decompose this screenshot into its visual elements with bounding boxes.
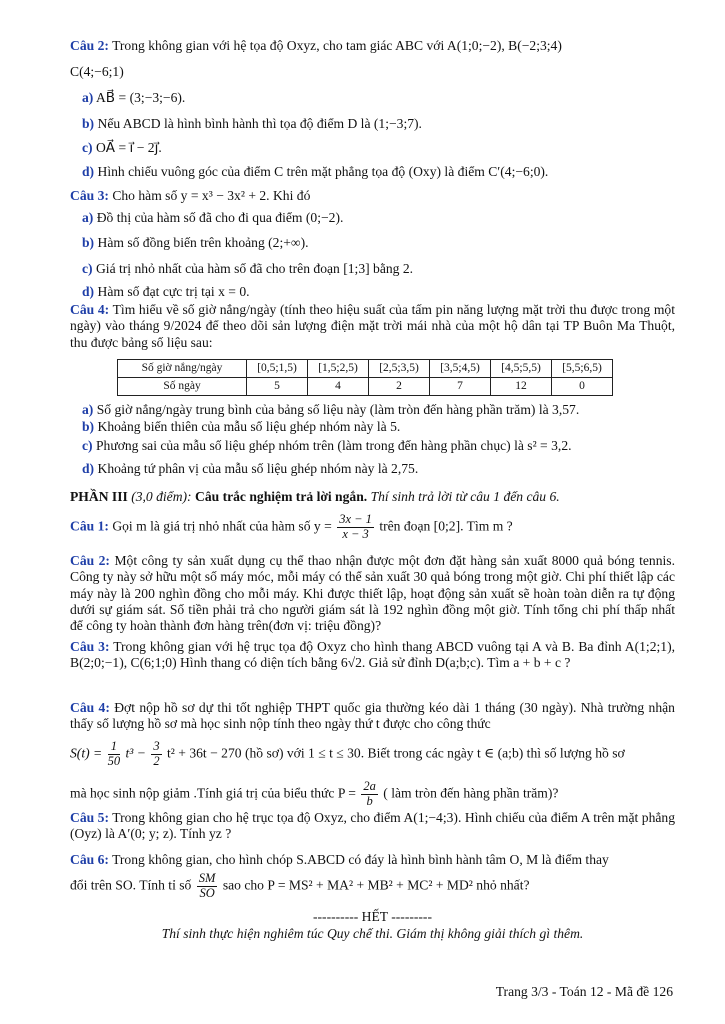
option-key: a) (82, 210, 94, 225)
fraction (151, 740, 161, 769)
question-text: mà học sinh nộp giảm .Tính giá trị của biểu thức P = (70, 785, 356, 801)
fraction (197, 872, 218, 901)
question-4 (70, 302, 675, 351)
fraction-numerator: 1 (108, 740, 121, 755)
question-text: Trong không gian, cho hình chóp S.ABCD có đáy là hình bình hành tâm O, M là điểm thay (112, 852, 609, 867)
q3-option-d (82, 284, 675, 300)
end-mark: ---------- HẾT --------- (313, 909, 432, 924)
question-text: Đợt nộp hồ sơ dự thi tốt nghiệp THPT quốc gia thường kéo dài 1 tháng (30 ngày). Nhà trường nhận thấy số lượng hồ sơ mà học sinh nộp tính theo ngày thứ t được cho công thức (70, 700, 675, 732)
formula-text: t³ − (125, 745, 146, 761)
q4-option-a (82, 402, 675, 418)
p3-question-3 (70, 639, 675, 672)
option-text: Đồ thị của hàm số đã cho đi qua điểm (0;−2). (96, 210, 344, 225)
question-label: Câu 5: (70, 810, 109, 825)
option-text: Nếu ABCD là hình bình hành thì tọa độ điểm D là (1;−3;7). (97, 116, 422, 131)
q4-option-b (82, 419, 675, 435)
question-2 (70, 38, 675, 54)
option-text: Khoảng tứ phân vị của mẫu số liệu ghép nhóm này là 2,75. (97, 461, 419, 476)
table-header-cell: Số ngày (118, 378, 247, 396)
option-text: Số giờ nắng/ngày trung bình của bảng số liệu này (làm tròn đến hàng phần trăm) là 3,57. (96, 402, 580, 417)
question-label: Câu 4: (70, 700, 110, 715)
sunshine-table (117, 359, 613, 396)
fraction (108, 740, 121, 769)
fraction (337, 513, 374, 542)
fraction-denominator: 50 (107, 753, 121, 768)
q3-option-a (82, 210, 675, 226)
table-row (118, 378, 613, 396)
p3-question-6-cont (70, 872, 675, 901)
p3-question-1 (70, 513, 675, 542)
fraction-numerator: 2a (363, 779, 376, 793)
fraction-denominator: SO (199, 885, 215, 900)
formula-text: t² + 36t − 270 (hồ sơ) với 1 ≤ t ≤ 30. Biết trong các ngày t ∈ (a;b) thì số lượng hồ sơ (167, 745, 625, 761)
option-text: Hàm số đồng biến trên khoảng (2;+∞). (97, 235, 309, 250)
p3-question-5 (70, 810, 675, 843)
question-label: Câu 2: (70, 38, 109, 53)
table-row (118, 360, 613, 378)
option-key: c) (82, 140, 93, 155)
question-stem-cont: C(4;−6;1) (70, 64, 124, 79)
option-key: b) (82, 235, 95, 250)
question-text: đổi trên SO. Tính tỉ số (70, 877, 192, 893)
table-cell: [1,5;2,5) (308, 360, 369, 378)
table-cell: [0,5;1,5) (247, 360, 308, 378)
part-instruction: Thí sinh trả lời từ câu 1 đến câu 6. (370, 489, 560, 504)
p3-question-4-cont (70, 780, 675, 809)
option-key: d) (82, 164, 95, 179)
option-key: b) (82, 419, 95, 434)
part-title: PHẦN III (70, 489, 128, 504)
question-label: Câu 3: (70, 188, 109, 203)
table-cell: 4 (308, 378, 369, 396)
fraction-numerator: 3x − 1 (339, 512, 372, 526)
option-text: Hàm số đạt cực trị tại x = 0. (97, 284, 250, 299)
q2-option-a (82, 90, 675, 106)
p3-question-2 (70, 553, 675, 635)
table-cell: [4,5;5,5) (491, 360, 552, 378)
question-text-cont: ( làm tròn đến hàng phần trăm)? (383, 785, 559, 801)
option-key: d) (82, 284, 95, 299)
question-2-stem-cont (70, 64, 675, 80)
question-text: Một công ty sản xuất dụng cụ thể thao nhận được một đơn đặt hàng sản xuất 8000 quả bóng tennis. Công ty này sở hữu một số máy móc, mỗi máy có thể sản xuất 30 quả bóng trong một giờ. Chi phí thiết lập các máy này là 200 nghìn đồng cho mỗi máy. Khi được thiết lập, hoạt động sản xuất sẽ hoàn toàn diễn ra tự động dưới sự giám sát. Số tiền phải trả cho người giám sát là 192 nghìn đồng một giờ. Tính tổng chi phí thấp nhất để công ty hoàn thành đơn hàng trên(đơn vị: triệu đồng)? (70, 553, 675, 634)
fraction-denominator: x − 3 (342, 526, 369, 541)
q3-option-b (82, 235, 675, 251)
question-text: Trong không gian cho hệ trục tọa độ Oxyz, cho điểm A(1;−4;3). Hình chiếu của điểm A trên mặt phẳng (Oyz) là A′(0; y; z). Tính yz ? (70, 810, 676, 842)
question-label: Câu 1: (70, 518, 109, 534)
formula-text: S(t) = (70, 745, 103, 761)
option-key: b) (82, 116, 95, 131)
table-cell: 5 (247, 378, 308, 396)
option-text: Hình chiếu vuông góc của điểm C trên mặt phẳng tọa độ (Oxy) là điểm C′(4;−6;0). (97, 164, 549, 179)
fraction (361, 780, 378, 809)
exam-note: Thí sinh thực hiện nghiêm túc Quy chế thi. Giám thị không giải thích gì thêm. (161, 926, 584, 941)
p3-question-4 (70, 700, 675, 733)
question-stem: Cho hàm số y = x³ − 3x² + 2. Khi đó (112, 188, 311, 203)
option-key: c) (82, 261, 93, 276)
part-3-heading (70, 489, 675, 505)
table-header-cell: Số giờ nắng/ngày (118, 360, 247, 378)
page-footer: Trang 3/3 - Toán 12 - Mã đề 126 (495, 984, 673, 999)
option-key: a) (82, 402, 94, 417)
q4-option-c (82, 438, 675, 454)
table-cell: [3,5;4,5) (430, 360, 491, 378)
question-label: Câu 6: (70, 852, 109, 867)
table-cell: [5,5;6,5) (552, 360, 613, 378)
question-3 (70, 188, 675, 204)
question-stem: Trong không gian với hệ tọa độ Oxyz, cho tam giác ABC với A(1;0;−2), B(−2;3;4) (112, 38, 562, 53)
q4-option-d (82, 461, 675, 477)
option-key: a) (82, 90, 94, 105)
question-label: Câu 2: (70, 553, 110, 568)
q2-option-b (82, 116, 675, 132)
part-points: (3,0 điểm): (131, 489, 192, 504)
question-text: Trong không gian với hệ trục tọa độ Oxyz cho hình thang ABCD vuông tại A và B. Ba đỉnh A(1;2;1), B(2;0;−1), C(6;1;0) Hình thang có diện tích bằng 6√2. Giả sử đỉnh D(a;b;c). Tìm a + b + c ? (70, 639, 675, 671)
fraction-denominator: b (366, 793, 373, 808)
table-cell: 12 (491, 378, 552, 396)
option-key: c) (82, 438, 93, 453)
table-cell: [2,5;3,5) (369, 360, 430, 378)
question-text-cont: trên đoạn [0;2]. Tìm m ? (379, 518, 513, 534)
fraction-denominator: 2 (153, 753, 160, 768)
fraction-numerator: SM (198, 871, 216, 885)
option-key: d) (82, 461, 95, 476)
table-cell: 2 (369, 378, 430, 396)
option-text: OA⃗ = i⃗ − 2j⃗. (95, 140, 162, 155)
q2-option-d (82, 164, 675, 180)
fraction-numerator: 3 (153, 739, 160, 753)
q3-option-c (82, 261, 675, 277)
table-cell: 7 (430, 378, 491, 396)
question-text-cont: sao cho P = MS² + MA² + MB² + MC² + MD² nhỏ nhất? (222, 877, 530, 893)
question-label: Câu 4: (70, 302, 110, 317)
table-cell: 0 (552, 378, 613, 396)
q2-option-c (82, 140, 675, 156)
part-heading: Câu trắc nghiệm trả lời ngắn. (195, 489, 368, 504)
question-label: Câu 3: (70, 639, 110, 654)
option-text: Khoảng biến thiên của mẫu số liệu ghép nhóm này là 5. (97, 419, 401, 434)
p3-question-6 (70, 852, 675, 868)
option-text: Giá trị nhỏ nhất của hàm số đã cho trên đoạn [1;3] bằng 2. (95, 261, 414, 276)
option-text: Phương sai của mẫu số liệu ghép nhóm trên (làm trong đến hàng phần chục) là s² = 3,2. (95, 438, 572, 453)
p3-question-4-formula (70, 740, 675, 769)
question-text: Gọi m là giá trị nhỏ nhất của hàm số y = (112, 518, 332, 534)
question-stem: Tìm hiểu về số giờ nắng/ngày (tính theo hiệu suất của tấm pin năng lượng mặt trời thu được trong một ngày) vào tháng 9/2024 để theo dõi sản lượng điện mặt trời mái nhà của một hộ dân tại TP Buôn Ma Thuột, thu được bảng số liệu sau: (70, 302, 675, 350)
option-text: AB⃗ = (3;−3;−6). (95, 90, 186, 105)
